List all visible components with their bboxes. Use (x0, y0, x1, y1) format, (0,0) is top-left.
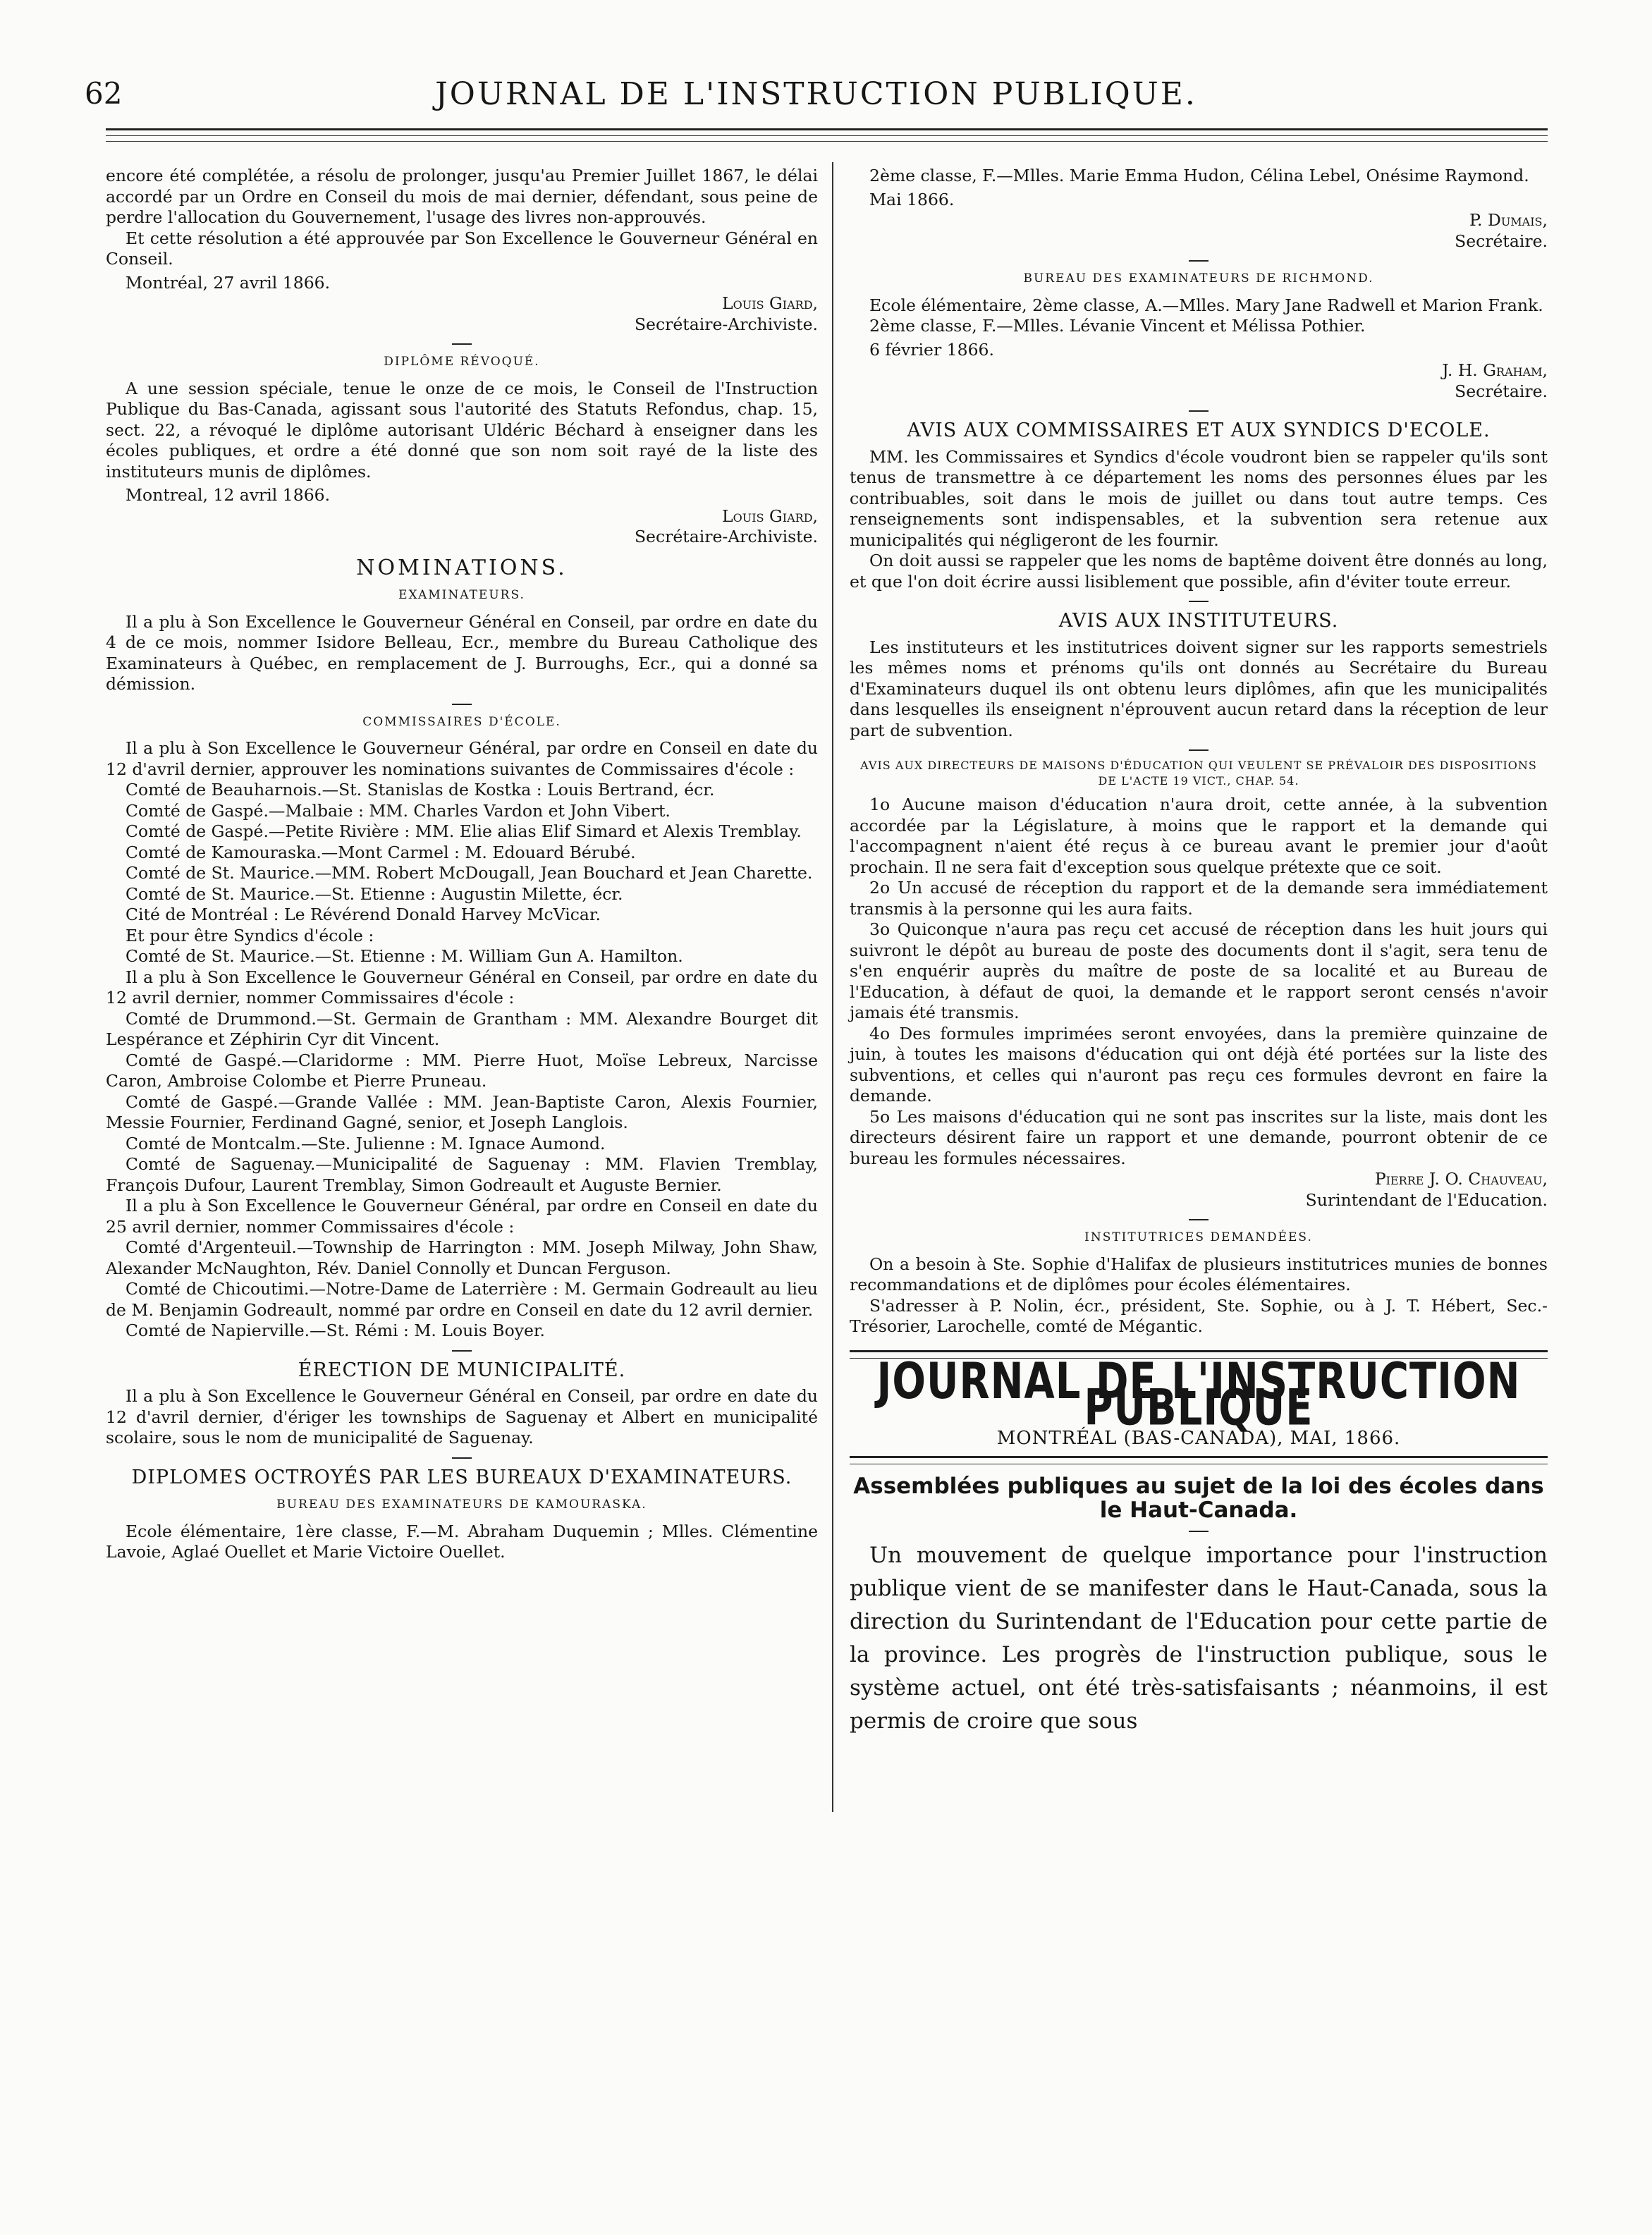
paragraph: A une session spéciale, tenue le onze de ce mois, le Conseil de l'Instruction Publique du Bas-Canada, agissant sous l'autorité des Statuts Refondus, chap. 15, sect. 22, a révoqué le diplôme autorisant Uldéric Béchard à enseigner dans les écoles publiques, et ordre a été donné que son nom soit rayé de la liste des instituteurs munis de diplômes. (106, 378, 818, 482)
dateline-text: Montreal, 12 avril 1866. (126, 485, 331, 505)
paragraph: On doit aussi se rappeler que les noms de baptême doivent être donnés au long, et que l'on doit écrire aussi lisiblement que possible, afin d'éviter toute erreur. (850, 551, 1548, 592)
paragraph: Et pour être Syndics d'école : (126, 925, 374, 945)
section-dash (452, 343, 472, 345)
dateline-text: Mai 1866. (869, 189, 955, 209)
section-dash (1189, 260, 1209, 262)
page-number: 62 (85, 76, 123, 111)
section-dash (452, 1457, 472, 1459)
paragraph: Il a plu à Son Excellence le Gouverneur Général en Conseil, par ordre en date du 4 de ce mois, nommer Isidore Belleau, Ecr., membre du Bureau Catholique des Examinateurs à Québec, en remplacement de J. Burroughs, Ecr., qui a donné sa démission. (106, 611, 818, 694)
paragraph: 4o Des formules imprimées seront envoyées, dans la première quinzaine de juin, à toutes les maisons d'éducation qui ont déjà été portées sur la liste des subventions, et celles qui n'auront pas reçu ces formules devront en faire la demande. (850, 1023, 1548, 1106)
paragraph: 2ème classe, F.—Mlles. Marie Emma Hudon, Célina Lebel, Onésime Raymond. (869, 166, 1529, 185)
header-rule-thin-2 (106, 141, 1548, 142)
section-dash (1189, 1219, 1209, 1220)
paragraph: Comté de Saguenay.—Municipalité de Saguenay : MM. Flavien Tremblay, François Dufour, Laurent Tremblay, Simon Godreault et Auguste Bernier. (106, 1154, 818, 1195)
section-heading: AVIS AUX INSTITUTEURS. (1058, 610, 1339, 632)
paragraph: Comté de Drummond.—St. Germain de Grantham : MM. Alexandre Bourget dit Lespérance et Zéphirin Cyr dit Vincent. (106, 1008, 818, 1049)
section-heading: AVIS AUX DIRECTEURS DE MAISONS D'ÉDUCATION QUI VEULENT SE PRÉVALOIR DES DISPOSITIONS DE L'ACTE 19 VICT., CHAP. 54. (860, 759, 1537, 788)
paragraph: S'adresser à P. Nolin, écr., président, Ste. Sophie, ou à J. T. Hébert, Sec.-Trésorier, Larochelle, comté de Mégantic. (850, 1295, 1548, 1336)
paragraph: 2ème classe, F.—Mlles. Lévanie Vincent et Mélissa Pothier. (869, 316, 1366, 336)
section-heading: NOMINATIONS. (356, 555, 568, 580)
masthead-dateline: MONTRÉAL (BAS-CANADA), MAI, 1866. (996, 1427, 1401, 1449)
section-heading: ÉRECTION DE MUNICIPALITÉ. (298, 1359, 626, 1381)
paragraph: Il a plu à Son Excellence le Gouverneur Général, par ordre en Conseil en date du 25 avril dernier, nommer Commissaires d'école : (106, 1196, 818, 1237)
paragraph: Comté d'Argenteuil.—Township de Harrington : MM. Joseph Milway, John Shaw, Alexander McNaughton, Rév. Daniel Connolly et Duncan Ferguson. (106, 1237, 818, 1278)
paragraph: MM. les Commissaires et Syndics d'école voudront bien se rappeler qu'ils sont tenus de transmettre à ce département les noms des personnes élues par les contribuables, soit dans le mois de juillet ou dans tout autre temps. Ces renseignements sont indispensables, et la subvention sera retenue aux municipalités qui négligeront de les fournir. (850, 446, 1548, 550)
paragraph: Comté de Gaspé.—Claridorme : MM. Pierre Huot, Moïse Lebreux, Narcisse Caron, Ambroise Colombe et Pierre Pruneau. (106, 1050, 818, 1091)
section-heading: AVIS AUX COMMISSAIRES ET AUX SYNDICS D'ECOLE. (907, 420, 1491, 441)
paragraph: 3o Quiconque n'aura pas reçu cet accusé de réception dans les huit jours qui suivront le dépôt au bureau de poste des documents dont il s'agit, sera tenu de s'en enquérir auprès du maître de poste de sa localité et au Bureau de l'Education, à défaut de quoi, la demande et le rapport seront censés n'avoir jamais été transmis. (850, 919, 1548, 1022)
signature-title: Secrétaire. (1455, 231, 1548, 251)
paragraph: Il a plu à Son Excellence le Gouverneur Général, par ordre en Conseil en date du 12 d'avril dernier, approuver les nominations suivantes de Commissaires d'école : (106, 738, 818, 779)
section-heading: DIPLÔME RÉVOQUÉ. (384, 355, 540, 369)
section-dash (452, 704, 472, 705)
paragraph: Comté de Kamouraska.—Mont Carmel : M. Edouard Bérubé. (126, 842, 636, 862)
left-column (106, 166, 818, 1563)
dateline-text: 6 février 1866. (869, 339, 994, 360)
column-divider (832, 162, 833, 1812)
subsection-heading: EXAMINATEURS. (398, 588, 525, 602)
paragraph: Comté de Gaspé.—Petite Rivière : MM. Elie alias Elif Simard et Alexis Tremblay. (126, 821, 802, 841)
paragraph: Ecole élémentaire, 2ème classe, A.—Mlles. Mary Jane Radwell et Marion Frank. (869, 295, 1543, 315)
section-dash (1189, 410, 1209, 412)
paragraph: Ecole élémentaire, 1ère classe, F.—M. Abraham Duquemin ; Mlles. Clémentine Lavoie, Aglaé Ouellet et Marie Victoire Ouellet. (106, 1521, 818, 1562)
article-title: Assemblées publiques au sujet de la loi des écoles dans le Haut-Canada. (853, 1474, 1544, 1523)
masthead-rule (850, 1456, 1548, 1464)
paragraph: Et cette résolution a été approuvée par Son Excellence le Gouverneur Général en Conseil. (106, 228, 818, 269)
paragraph: 1o Aucune maison d'éducation n'aura droit, cette année, à la subvention accordée par la Législature, à moins que le rapport et la demande qui l'accompagnent n'aient été reçus à ce bureau avant le premier jour d'août prochain. Il ne sera fait d'exception sous quelque prétexte que ce soit. (850, 795, 1548, 877)
subsection-heading: BUREAU DES EXAMINATEURS DE KAMOURASKA. (276, 1498, 647, 1512)
paragraph: Un mouvement de quelque importance pour l'instruction publique vient de se manifester dans le Haut-Canada, sous la direction du Surintendant de l'Education pour cette partie de la province. Les progrès de l'instruction publique, sous le système actuel, ont été très-satisfaisants ; néanmoins, il est permis de croire que sous (850, 1543, 1548, 1734)
paragraph: 5o Les maisons d'éducation qui ne sont pas inscrites sur la liste, mais dont les directeurs désirent faire un rapport et une demande, pourront obtenir de ce bureau les formules nécessaires. (850, 1106, 1548, 1168)
page-header (85, 71, 1548, 113)
running-title: JOURNAL DE L'INSTRUCTION PUBLIQUE. (435, 76, 1197, 112)
paragraph: Comté de Beauharnois.—St. Stanislas de Kostka : Louis Bertrand, écr. (126, 780, 715, 800)
subsection-heading: INSTITUTRICES DEMANDÉES. (1084, 1230, 1313, 1244)
header-rule (106, 128, 1548, 130)
paragraph: Il a plu à Son Excellence le Gouverneur Général en Conseil, par ordre en date du 12 d'avril dernier, d'ériger les townships de Saguenay et Albert en municipalité scolaire, sous le nom de municipalité de Saguenay. (106, 1386, 818, 1447)
section-dash (1189, 1531, 1209, 1532)
paragraph: Comté de St. Maurice.—St. Etienne : Augustin Milette, écr. (126, 883, 623, 904)
section-heading: DIPLOMES OCTROYÉS PAR LES BUREAUX D'EXAMINATEURS. (131, 1466, 793, 1488)
section-dash (1189, 749, 1209, 751)
right-column (850, 166, 1548, 1738)
paragraph: Comté de Chicoutimi.—Notre-Dame de Laterrière : M. Germain Godreault au lieu de M. Benjamin Godreault, nommé par ordre en Conseil en date du 12 avril dernier. (106, 1279, 818, 1320)
paragraph: Les instituteurs et les institutrices doivent signer sur les rapports semestriels les mêmes noms et prénoms qu'ils ont donnés au Secrétaire du Bureau d'Examinateurs duquel ils ont obtenu leurs diplômes, afin que les municipalités dans lesquelles ils enseignent n'éprouvent aucun retard dans la réception de leur part de subvention. (850, 637, 1548, 740)
signature-name: Pierre J. O. Chauveau, (1374, 1169, 1548, 1189)
signature-title: Secrétaire. (1455, 381, 1548, 401)
signature-title: Secrétaire-Archiviste. (634, 527, 818, 546)
signature-name: J. H. Graham, (1442, 360, 1548, 380)
paragraph: On a besoin à Ste. Sophie d'Halifax de plusieurs institutrices munies de bonnes recommandations et de diplômes pour écoles élémentaires. (850, 1254, 1548, 1294)
signature-title: Secrétaire-Archiviste. (634, 314, 818, 334)
dateline-text: Montréal, 27 avril 1866. (126, 272, 331, 293)
masthead: JOURNAL DE L'INSTRUCTION PUBLIQUE (876, 1352, 1521, 1436)
signature-name: P. Dumais, (1469, 210, 1548, 230)
paragraph: Comté de Napierville.—St. Rémi : M. Louis Boyer. (126, 1321, 546, 1340)
header-rule-thin (106, 135, 1548, 136)
paragraph: 2o Un accusé de réception du rapport et de la demande sera immédiatement transmis à la personne qui les aura faits. (850, 878, 1548, 919)
signature-name: Louis Giard, (722, 506, 818, 526)
paragraph: Comté de Gaspé.—Malbaie : MM. Charles Vardon et John Vibert. (126, 800, 671, 821)
section-dash (452, 1350, 472, 1352)
subsection-heading: BUREAU DES EXAMINATEURS DE RICHMOND. (1023, 271, 1374, 286)
paragraph: Comté de Gaspé.—Grande Vallée : MM. Jean-Baptiste Caron, Alexis Fournier, Messie Fournier, Ferdinand Gagné, senior, et Joseph Langlois. (106, 1091, 818, 1132)
paragraph: Cité de Montréal : Le Révérend Donald Harvey McVicar. (126, 905, 601, 924)
paragraph: Comté de Montcalm.—Ste. Julienne : M. Ignace Aumond. (126, 1133, 606, 1153)
section-dash (1189, 601, 1209, 602)
paragraph: encore été complétée, a résolu de prolonger, jusqu'au Premier Juillet 1867, le délai accordé par un Ordre en Conseil du mois de mai dernier, défendant, sous peine de perdre l'allocation du Gouvernement, l'usage des livres non-approuvés. (106, 166, 818, 227)
signature-name: Louis Giard, (722, 293, 818, 313)
signature-title: Surintendant de l'Education. (1305, 1189, 1548, 1210)
article-body (850, 1539, 1548, 1738)
paragraph: Il a plu à Son Excellence le Gouverneur Général en Conseil, par ordre en date du 12 avril dernier, nommer Commissaires d'école : (106, 967, 818, 1008)
subsection-heading: COMMISSAIRES D'ÉCOLE. (362, 714, 561, 729)
paragraph: Comté de St. Maurice.—St. Etienne : M. William Gun A. Hamilton. (126, 946, 683, 966)
paragraph: Comté de St. Maurice.—MM. Robert McDougall, Jean Bouchard et Jean Charette. (126, 863, 813, 883)
